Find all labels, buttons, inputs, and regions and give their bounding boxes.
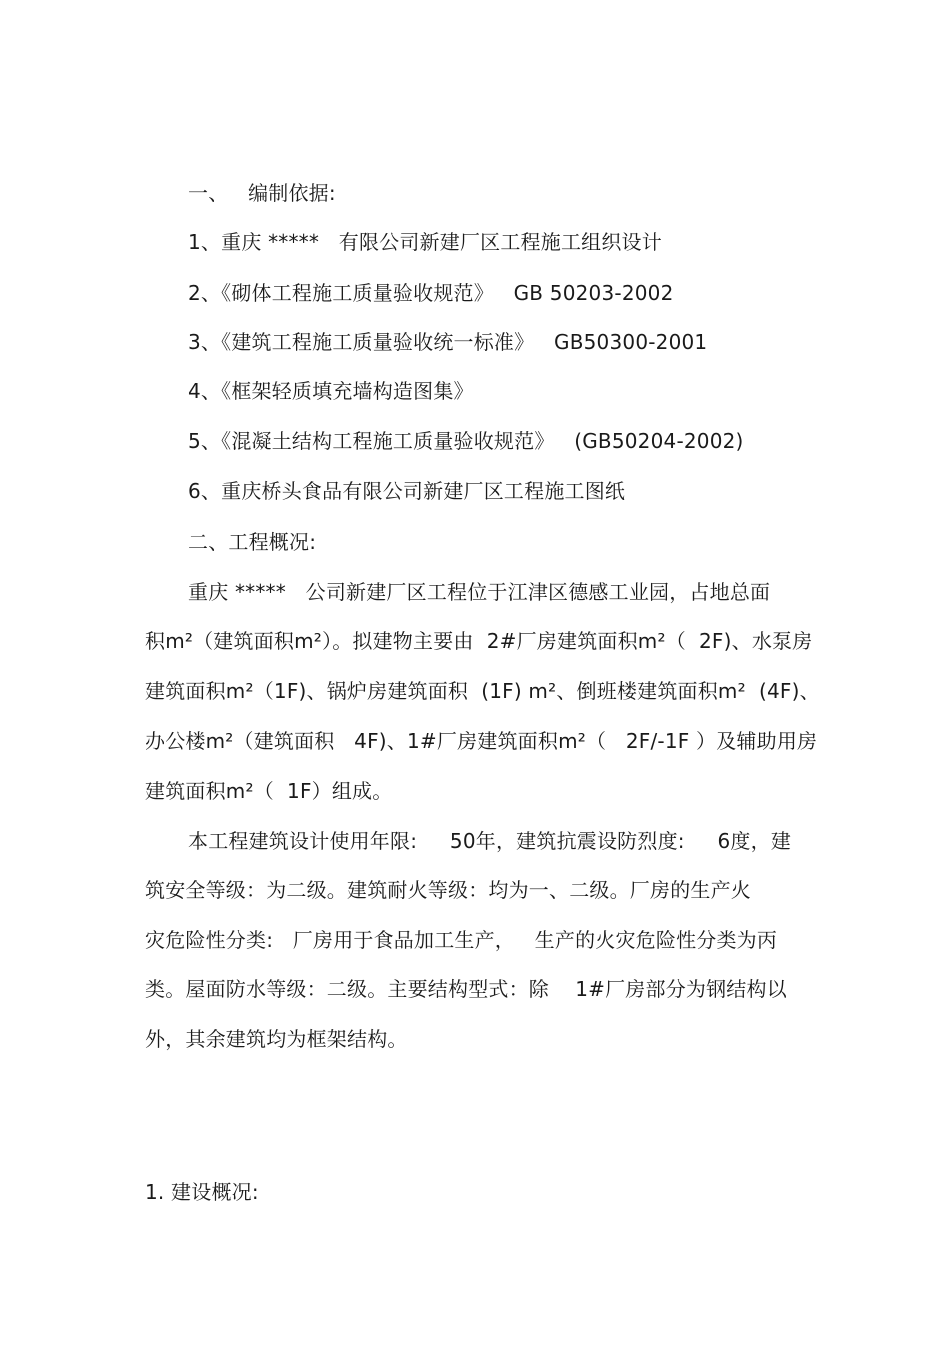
paragraph-line: 积m²（建筑面积m²）。拟建物主要由 2#厂房建筑面积m²（ 2F)、水泵房 (145, 629, 813, 653)
basis-item-3: 3、《建筑工程施工质量验收统一标准》 GB50300-2001 (188, 330, 708, 354)
paragraph-line: 建筑面积m²（ 1F）组成。 (145, 779, 393, 803)
basis-item-5: 5、《混凝土结构工程施工质量验收规范》 (GB50204-2002) (188, 429, 744, 453)
basis-item-6: 6、重庆桥头食品有限公司新建厂区工程施工图纸 (188, 479, 626, 503)
basis-item-2: 2、《砌体工程施工质量验收规范》 GB 50203-2002 (188, 281, 674, 305)
paragraph-line: 建筑面积m²（1F)、锅炉房建筑面积 (1F) m²、倒班楼建筑面积m² (4F)、 (145, 679, 820, 703)
basis-item-4: 4、《框架轻质填充墙构造图集》 (188, 379, 474, 403)
subsection-heading: 1. 建设概况: (145, 1180, 259, 1204)
section-heading-overview: 二、工程概况: (188, 530, 317, 554)
section-heading-basis: 一、 编制依据: (188, 181, 336, 205)
paragraph-line: 办公楼m²（建筑面积 4F)、1#厂房建筑面积m²（ 2F/-1F ）及辅助用房 (145, 729, 818, 753)
paragraph-line: 类。屋面防水等级：二级。主要结构型式：除 1#厂房部分为钢结构以 (145, 977, 787, 1001)
paragraph-line: 外，其余建筑均为框架结构。 (145, 1027, 408, 1051)
paragraph-line: 筑安全等级：为二级。建筑耐火等级：均为一、二级。厂房的生产火 (145, 878, 751, 902)
paragraph-line: 重庆 ***** 公司新建厂区工程位于江津区德感工业园，占地总面 (188, 580, 771, 604)
paragraph-line: 灾危险性分类: 厂房用于食品加工生产， 生产的火灾危险性分类为丙 (145, 928, 778, 952)
basis-item-1: 1、重庆 ***** 有限公司新建厂区工程施工组织设计 (188, 230, 662, 254)
paragraph-line: 本工程建筑设计使用年限: 50年，建筑抗震设防烈度: 6度，建 (188, 829, 792, 853)
